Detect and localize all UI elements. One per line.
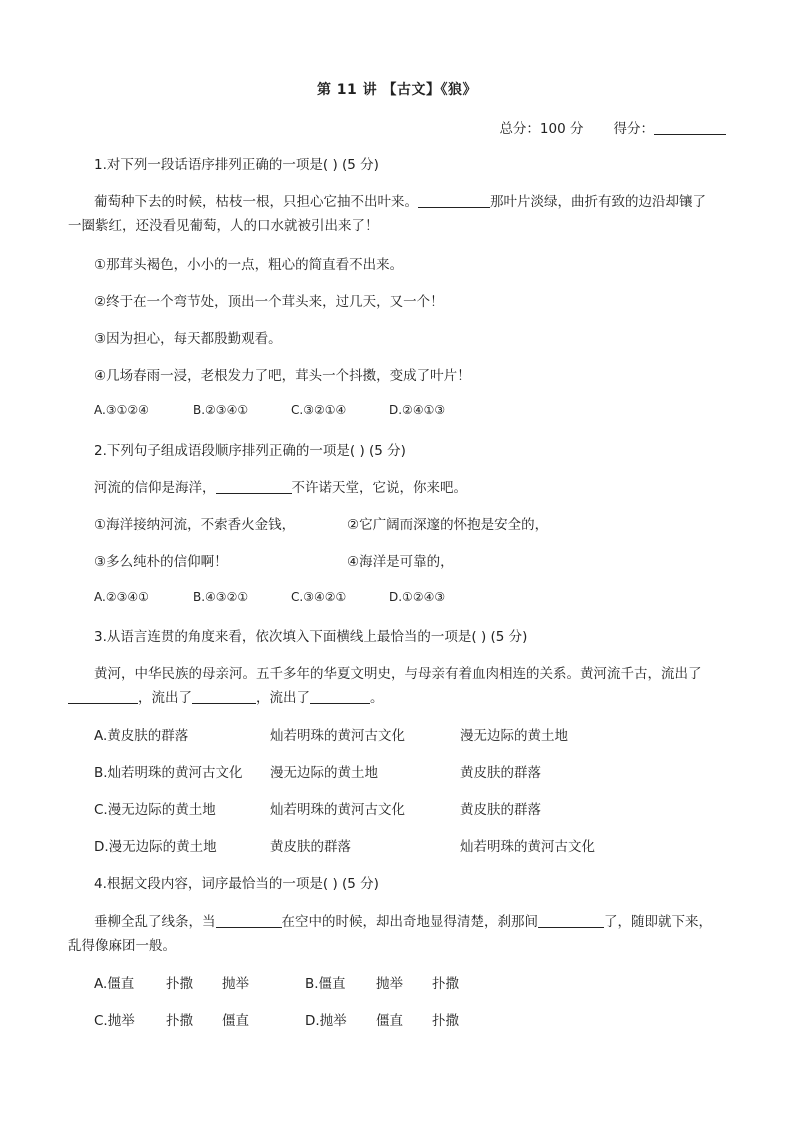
q4-stem: 4.根据文段内容，词序最恰当的一项是( ) (5 分) — [94, 876, 379, 892]
q1-passage-a: 葡萄种下去的时候，枯枝一根，只担心它抽不出叶来。 — [94, 194, 418, 210]
q4-option-a-word3: 抛举 — [222, 976, 249, 992]
q2-sentence-4: ④海洋是可靠的， — [347, 554, 454, 570]
q1-sentence-3: ③因为担心，每天都殷勤观看。 — [94, 331, 282, 347]
q1-option-c[interactable]: C.③②①④ — [291, 403, 347, 417]
q4-option-a-label[interactable]: A.僵直 — [94, 976, 135, 992]
q2-option-a[interactable]: A.②③④① — [94, 590, 149, 604]
q3-blank-2[interactable] — [192, 689, 256, 704]
q1-stem: 1.对下列一段话语序排列正确的一项是( ) (5 分) — [94, 157, 379, 173]
q2-passage-a: 河流的信仰是海洋， — [94, 480, 216, 496]
score-blank[interactable] — [654, 120, 726, 135]
q3-option-d-col3: 灿若明珠的黄河古文化 — [460, 839, 595, 855]
q3-blank-3[interactable] — [310, 689, 370, 704]
q2-blank[interactable] — [216, 479, 292, 494]
q4-option-c-word2: 扑撒 — [166, 1013, 193, 1029]
q4-option-b-label[interactable]: B.僵直 — [305, 976, 346, 992]
q3-option-a-col3: 漫无边际的黄土地 — [460, 728, 568, 744]
q4-option-c-label[interactable]: C.抛举 — [94, 1013, 135, 1029]
q3-option-a-col1[interactable]: A.黄皮肤的群落 — [94, 728, 189, 744]
q1-sentence-2: ②终于在一个弯节处，顶出一个茸头来，过几天，又一个！ — [94, 294, 444, 310]
q3-option-d-col2: 黄皮肤的群落 — [270, 839, 351, 855]
q2-sentence-1: ①海洋接纳河流，不索香火金钱， — [94, 517, 296, 533]
q4-option-b-word3: 扑撒 — [432, 976, 459, 992]
q2-sentence-2: ②它广阔而深邃的怀抱是安全的， — [347, 517, 549, 533]
q3-passage-line2 — [68, 686, 708, 706]
q2-option-d[interactable]: D.①②④③ — [389, 590, 446, 604]
q3-option-b-col2: 漫无边际的黄土地 — [270, 765, 378, 781]
q3-passage-b: ，流出了 — [138, 690, 192, 706]
q4-passage-line1 — [94, 910, 754, 930]
q4-passage-c: 了，随即就下来， — [604, 914, 712, 930]
q2-option-b[interactable]: B.④③②① — [193, 590, 249, 604]
q4-passage-a: 垂柳全乱了线条，当 — [94, 914, 216, 930]
q4-option-d-word3: 扑撒 — [432, 1013, 459, 1029]
q4-option-a-word2: 扑撒 — [166, 976, 193, 992]
q4-passage-line2: 乱得像麻团一般。 — [68, 938, 176, 954]
q3-option-d-col1[interactable]: D.漫无边际的黄土地 — [94, 839, 217, 855]
q4-option-d-label[interactable]: D.抛举 — [305, 1013, 347, 1029]
q1-sentence-4: ④几场春雨一浸，老根发力了吧，茸头一个抖擞，变成了叶片！ — [94, 368, 471, 384]
q3-option-c-col3: 黄皮肤的群落 — [460, 802, 541, 818]
q1-passage-b: 那叶片淡绿，曲折有致的边沿却镶了 — [490, 194, 706, 210]
q4-option-c-word3: 僵直 — [222, 1013, 249, 1029]
q2-passage — [94, 476, 734, 496]
q2-passage-b: 不许诺天堂，它说，你来吧。 — [291, 480, 467, 496]
q1-sentence-1: ①那茸头褐色，小小的一点，粗心的简直看不出来。 — [94, 257, 404, 273]
q3-option-c-col1[interactable]: C.漫无边际的黄土地 — [94, 802, 216, 818]
q1-option-d[interactable]: D.②④①③ — [389, 403, 446, 417]
page-title: 第 11 讲 【古文】《狼》 — [316, 82, 478, 98]
q1-option-a[interactable]: A.③①②④ — [94, 403, 149, 417]
q2-option-c[interactable]: C.③④②① — [291, 590, 347, 604]
q3-passage-d: 。 — [370, 690, 384, 706]
q4-option-b-word2: 抛举 — [376, 976, 403, 992]
q4-blank-2[interactable] — [538, 913, 604, 928]
q3-passage-c: ，流出了 — [256, 690, 310, 706]
got-score-label: 得分： — [613, 121, 654, 137]
q4-passage-b: 在空中的时候，却出奇地显得清楚，刹那间 — [281, 914, 538, 930]
q4-blank-1[interactable] — [216, 913, 282, 928]
q1-option-b[interactable]: B.②③④① — [193, 403, 249, 417]
q1-blank[interactable] — [418, 193, 490, 208]
q3-option-a-col2: 灿若明珠的黄河古文化 — [270, 728, 405, 744]
q3-option-b-col3: 黄皮肤的群落 — [460, 765, 541, 781]
q2-sentence-3: ③多么纯朴的信仰啊！ — [94, 554, 228, 570]
q3-passage-line1: 黄河，中华民族的母亲河。五千多年的华夏文明史，与母亲有着血肉相连的关系。黄河流千古，流出了 — [94, 666, 702, 682]
q3-stem: 3.从语言连贯的角度来看，依次填入下面横线上最恰当的一项是( ) (5 分) — [94, 629, 528, 645]
total-score-label: 总分：100 分 — [499, 121, 584, 137]
q1-passage-line1 — [94, 190, 734, 210]
q3-option-c-col2: 灿若明珠的黄河古文化 — [270, 802, 405, 818]
q3-option-b-col1[interactable]: B.灿若明珠的黄河古文化 — [94, 765, 243, 781]
score-line — [499, 117, 726, 137]
q2-stem: 2.下列句子组成语段顺序排列正确的一项是( ) (5 分) — [94, 443, 406, 459]
q1-passage-line2: 一圈紫红，还没看见葡萄，人的口水就被引出来了！ — [68, 218, 379, 234]
q4-option-d-word2: 僵直 — [376, 1013, 403, 1029]
q3-blank-1[interactable] — [68, 689, 138, 704]
